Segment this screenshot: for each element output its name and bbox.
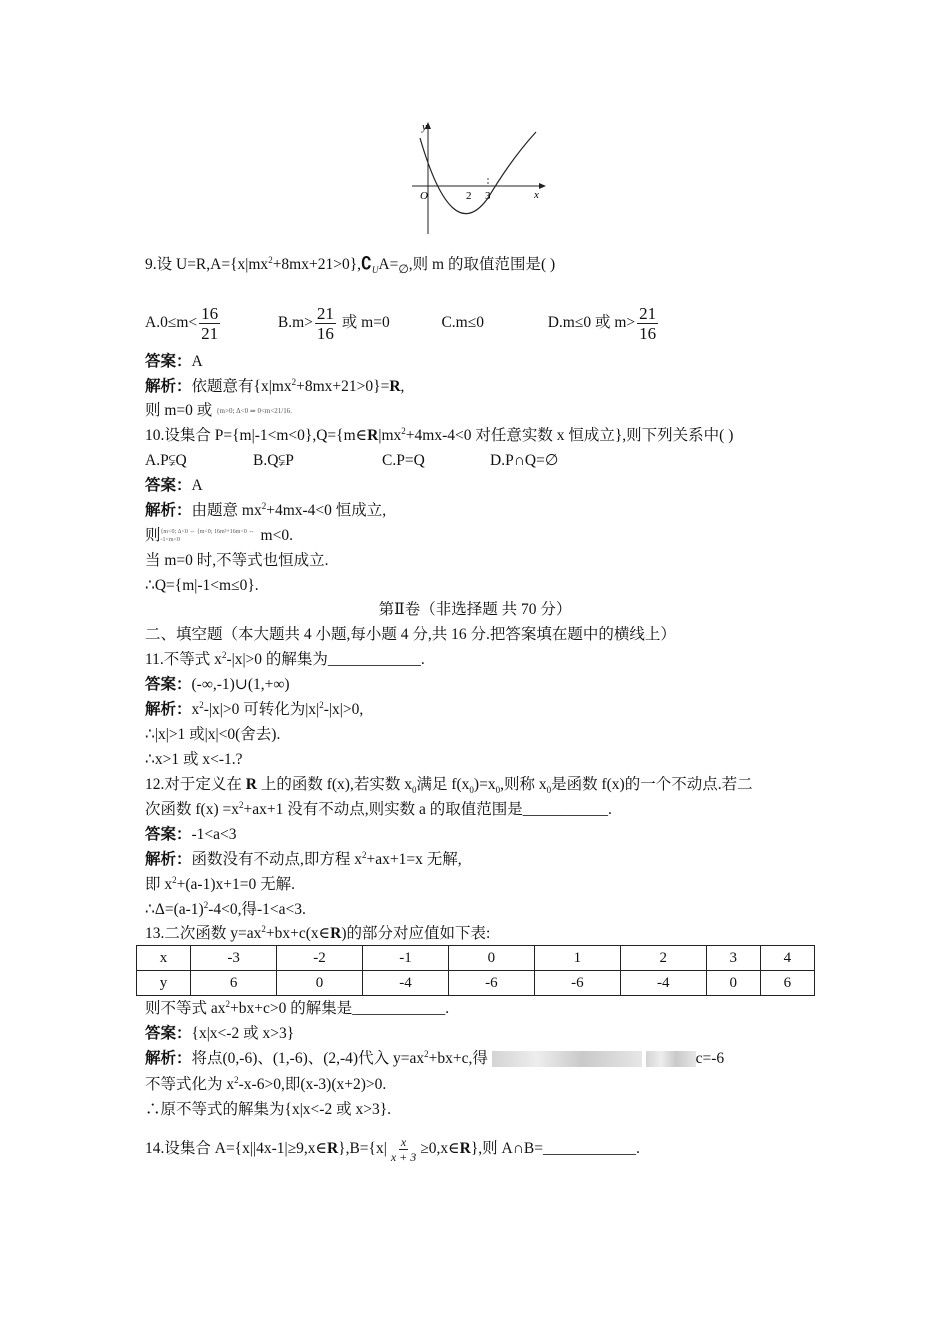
q11-stem: 11.不等式 $x^2-|x|>0$ 的解集为____________.: [145, 649, 425, 668]
table-cell: -6: [448, 971, 534, 996]
table-cell: 2: [620, 946, 706, 971]
q14-stem: 14.设集合 A={x||4x-1|≥9,x∈R},B={x| $\frac{x}{x + 3}$ ≥0,x∈R},则 A∩B=____________.: [145, 1134, 640, 1164]
q9-analysis-line2: 则 m=0 或 {m>0; Δ<0 ⇒ 0<m<21/16.: [145, 401, 294, 421]
q13-analysis: 解析：将点(0,-6)、(1,-6)、(2,-4)代入 $y=ax^2+bx+c$,得 c=-6: [145, 1048, 725, 1067]
table-cell: -2: [277, 946, 363, 971]
q13-value-table: [136, 945, 815, 996]
q10-option-a: A.P⫋Q: [145, 452, 187, 469]
q10-options: [145, 451, 558, 471]
q10-option-c: C.P=Q: [382, 452, 425, 469]
complement-symbol: ∁: [361, 254, 372, 273]
q12-analysis: 解析：函数没有不动点,即方程 $x^2+ax+1=x$ 无解,: [145, 849, 462, 868]
q9-option-b: B.m> $\frac{21}{16}$ 或 m=0: [277, 303, 390, 343]
q10-stem: 10.设集合 $P=\{m|-1<m<0\},Q=\{m\in R|mx^2+4mx-4<0$ 对任意实数 x 恒成立},则下列关系中( ): [145, 425, 734, 444]
q12-answer: 答案：-1<a<3: [145, 826, 237, 843]
q9-option-a: A.0≤m< $\frac{16}{21}$: [145, 303, 219, 343]
table-cell: 4: [760, 946, 814, 971]
q9-small-formula: {m>0; Δ<0 ⇒ 0<m<21/16.: [216, 407, 292, 416]
table-cell: x: [137, 946, 191, 971]
q10-analysis-line3: 当 m=0 时,不等式也恒成立.: [145, 552, 329, 569]
q11-analysis-line3: ∴x>1 或 x<-1.?: [145, 751, 243, 768]
q13-blurred-formula-2: [646, 1051, 696, 1067]
q12-stem-line2: 次函数 $f(x) =x^2+ax+1$ 没有不动点,则实数 a 的取值范围是___________.: [145, 799, 612, 818]
q13-analysis-line2: 不等式化为 $x^2-x-6>0$,即(x-3)(x+2)>0.: [145, 1074, 387, 1093]
q13-stem: 13.二次函数 $y=ax^2+bx+c(x\in R)$的部分对应值如下表:: [145, 923, 491, 942]
table-cell: y: [137, 971, 191, 996]
q11-analysis-line2: ∴|x|>1 或|x|<0(舍去).: [145, 726, 281, 743]
table-cell: -4: [620, 971, 706, 996]
table-cell: -1: [362, 946, 448, 971]
table-cell: 0: [277, 971, 363, 996]
table-cell: 1: [534, 946, 620, 971]
table-row: [137, 946, 815, 971]
q9-options: [145, 300, 660, 346]
q14-fraction: $\frac{x}{x + 3}$: [390, 1134, 417, 1164]
origin-label: O: [420, 190, 428, 202]
table-cell: 6: [191, 971, 277, 996]
table-cell: 0: [706, 971, 760, 996]
q9-option-d: D.m≤0 或 m> $\frac{21}{16}$: [547, 303, 657, 343]
q10-analysis-line2: 则{m<0; Δ<0 ⇔ {m<0; 16m²+16m<0 ⇔ -1<m<0 m<0.: [145, 527, 293, 544]
parabola-graph: [400, 118, 550, 236]
q12-analysis-line3: $\therefore\Delta=(a-1)^2-4<0$,得-1<a<3.: [145, 899, 306, 918]
q9-option-c: C.m≤0: [441, 314, 484, 331]
q10-answer: 答案：A: [145, 477, 203, 494]
tick-3: 3: [485, 190, 491, 202]
section-heading: 二、填空题（本大题共 4 小题,每小题 4 分,共 16 分.把答案填在题中的横线上）: [145, 626, 676, 643]
q9-analysis: 解析：依题意有$\{x|mx^2+8mx+21>0\}=R$,: [145, 376, 405, 395]
q11-analysis: 解析：$x^2-|x|>0$ 可转化为$|x|^2-|x|>0$,: [145, 699, 364, 718]
q11-answer: 答案：(-∞,-1)∪(1,+∞): [145, 676, 290, 693]
q13-blurred-formula-1: [492, 1051, 642, 1067]
q10-option-d: D.P∩Q=∅: [490, 452, 559, 469]
y-label: y: [422, 121, 427, 133]
table-row: [137, 971, 815, 996]
q12-stem: 12.对于定义在 R 上的函数 f(x),若实数 $x_0$满足 $f(x_0)=x_0$,则称 $x_0$是函数 f(x)的一个不动点.若二: [145, 776, 753, 796]
parabola-curve: [420, 132, 536, 214]
q12-analysis-line2: 即 $x^2+(a-1)x+1=0$ 无解.: [145, 874, 295, 893]
table-cell: -3: [191, 946, 277, 971]
table-cell: -6: [534, 971, 620, 996]
q13-analysis-line3: ∴原不等式的解集为{x|x<-2 或 x>3}.: [145, 1101, 392, 1118]
q13-answer: 答案：{x|x<-2 或 x>3}: [145, 1025, 295, 1042]
q9-stem: 9.设 $U=R,A=\{x|mx^2+8mx+21>0\},∁_UA=_\emptyset$,则 m 的取值范围是( ): [145, 254, 556, 277]
tick-2: 2: [466, 190, 472, 202]
q10-small-formula: {m<0; Δ<0 ⇔ {m<0; 16m²+16m<0 ⇔ -1<m<0: [160, 529, 255, 544]
q9-answer: 答案：A: [145, 353, 203, 370]
x-label: x: [534, 189, 539, 201]
table-cell: 6: [760, 971, 814, 996]
q13-question: 则不等式 $ax^2+bx+c>0$ 的解集是____________.: [145, 998, 450, 1017]
q10-analysis-line4: ∴Q={m|-1<m≤0}.: [145, 577, 259, 594]
table-cell: 3: [706, 946, 760, 971]
table-cell: -4: [362, 971, 448, 996]
table-cell: 0: [448, 946, 534, 971]
section-title: 第Ⅱ卷（非选择题 共 70 分）: [378, 601, 572, 618]
q10-option-b: B.Q⫋P: [253, 452, 294, 469]
x-axis-arrow: [539, 183, 546, 189]
q10-analysis: 解析：由题意 $mx^2+4mx-4<0$ 恒成立,: [145, 500, 387, 519]
